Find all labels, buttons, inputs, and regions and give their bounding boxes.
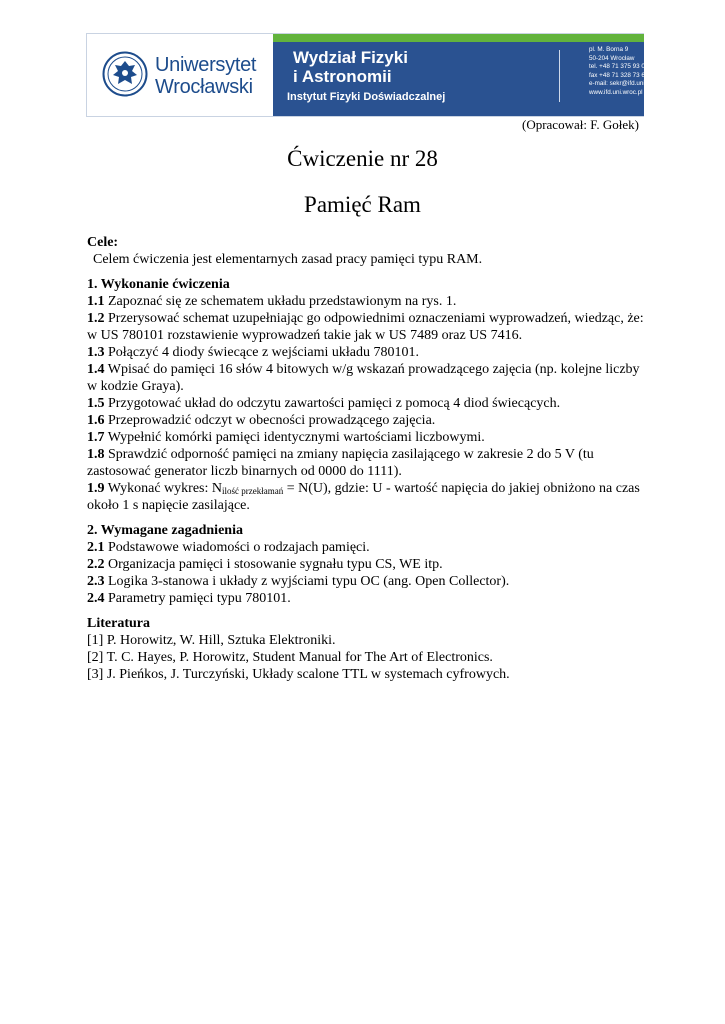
university-logo-panel	[87, 34, 273, 116]
list-item	[87, 395, 647, 412]
goals-heading: Cele:	[87, 235, 119, 250]
list-item	[87, 446, 647, 480]
contact-line: e-mail: sekr@ifd.uni.wroc.pl	[589, 80, 667, 88]
item-number: 1.5	[87, 396, 105, 411]
document-body	[87, 234, 647, 683]
header-divider	[559, 50, 560, 102]
item-number: 1.2	[87, 311, 105, 326]
item-text: Organizacja pamięci i stosowanie sygnału typu CS, WE itp.	[108, 557, 443, 572]
list-item	[87, 556, 647, 573]
item-text: Zapoznać się ze schematem układu przedstawionym na rys. 1.	[108, 294, 457, 309]
section-2-heading: 2. Wymagane zagadnienia	[87, 523, 243, 538]
literature-item: [2] T. C. Hayes, P. Horowitz, Student Manual for The Art of Electronics.	[87, 650, 493, 665]
contact-line: fax +48 71 328 73 65	[589, 71, 649, 79]
list-item	[87, 412, 647, 429]
item-text: Sprawdzić odporność pamięci na zmiany napięcia zasilającego w zakresie 2 do 5 V (tu zastosować generator liczb binarnych od 0000 do 1111).	[87, 447, 594, 479]
university-seal-icon	[102, 51, 148, 97]
item-number: 1.8	[87, 447, 105, 462]
contact-line: pl. M. Borna 9	[589, 46, 629, 53]
list-item	[87, 480, 647, 514]
item-number: 1.4	[87, 362, 105, 377]
university-name	[155, 54, 256, 98]
section-1-heading: 1. Wykonanie ćwiczenia	[87, 277, 230, 292]
list-item	[87, 310, 647, 344]
item-number: 1.9	[87, 481, 105, 496]
faculty-name	[293, 48, 408, 86]
university-line2: Wrocławski	[155, 76, 253, 98]
list-item	[87, 429, 647, 446]
item-number: 2.3	[87, 574, 105, 589]
list-item	[87, 361, 647, 395]
item-number: 1.1	[87, 294, 105, 309]
faculty-line2: i Astronomii	[293, 67, 392, 86]
university-line1: Uniwersytet	[155, 54, 257, 76]
list-item	[87, 539, 647, 556]
goals-text: Celem ćwiczenia jest elementarnych zasad pracy pamięci typu RAM.	[93, 252, 483, 267]
item-text: Podstawowe wiadomości o rodzajach pamięci.	[108, 540, 370, 555]
faculty-panel	[273, 34, 702, 116]
item-text: Przeprowadzić odczyt w obecności prowadzącego zajęcia.	[108, 413, 436, 428]
list-item	[87, 293, 647, 310]
item-subscript: ilość przekłamań	[222, 486, 284, 496]
contact-block	[589, 46, 701, 98]
item-text: Przygotować układ do odczytu zawartości pamięci z pomocą 4 diod świecących.	[108, 396, 561, 411]
literature-heading: Literatura	[87, 616, 150, 631]
list-item	[87, 573, 647, 590]
item-text-post: = N(U), gdzie: U - wartość napięcia do jakiej obniżono na czas około 1 s napięcie zasilające.	[87, 481, 640, 513]
item-number: 2.2	[87, 557, 105, 572]
item-text-pre: Wykonać wykres: N	[107, 481, 222, 496]
exercise-subtitle: Pamięć Ram	[304, 192, 421, 217]
item-text: Wpisać do pamięci 16 słów 4 bitowych w/g wskazań prowadzącego zajęcia (np. kolejne liczby w kodzie Graya).	[87, 362, 640, 394]
item-text: Przerysować schemat uzupełniając go odpowiednimi oznaczeniami wyprowadzeń, wiedząc, że: w US 780101 rozstawienie wyprowadzeń takie jak w US 7489 oraz US 7416.	[87, 311, 644, 343]
list-item	[87, 590, 647, 607]
item-number: 1.6	[87, 413, 105, 428]
item-number: 2.4	[87, 591, 105, 606]
item-number: 1.7	[87, 430, 105, 445]
item-text: Logika 3-stanowa i układy z wyjściami typu OC (ang. Open Collector).	[108, 574, 510, 589]
item-text: Wypełnić komórki pamięci identycznymi wartościami liczbowymi.	[107, 430, 485, 445]
list-item	[87, 344, 647, 361]
header-banner	[86, 33, 702, 117]
item-number: 2.1	[87, 540, 105, 555]
header-green-bar	[273, 34, 644, 42]
contact-line: tel. +48 71 375 93 02, +48 71 328 73 65	[589, 63, 702, 71]
exercise-title: Ćwiczenie nr 28	[287, 146, 438, 171]
author-note: (Opracował: F. Gołek)	[521, 117, 639, 132]
literature-item: [3] J. Pieńkos, J. Turczyński, Układy scalone TTL w systemach cyfrowych.	[87, 667, 510, 682]
institute-name: Instytut Fizyki Doświadczalnej	[287, 91, 446, 103]
item-text: Parametry pamięci typu 780101.	[108, 591, 291, 606]
item-text: Połączyć 4 diody świecące z wejściami układu 780101.	[108, 345, 420, 360]
contact-line: 50-204 Wrocław	[589, 54, 635, 62]
faculty-line1: Wydział Fizyki	[293, 48, 408, 67]
contact-line: www.ifd.uni.wroc.pl	[589, 88, 643, 96]
literature-item: [1] P. Horowitz, W. Hill, Sztuka Elektroniki.	[87, 633, 336, 648]
item-number: 1.3	[87, 345, 105, 360]
